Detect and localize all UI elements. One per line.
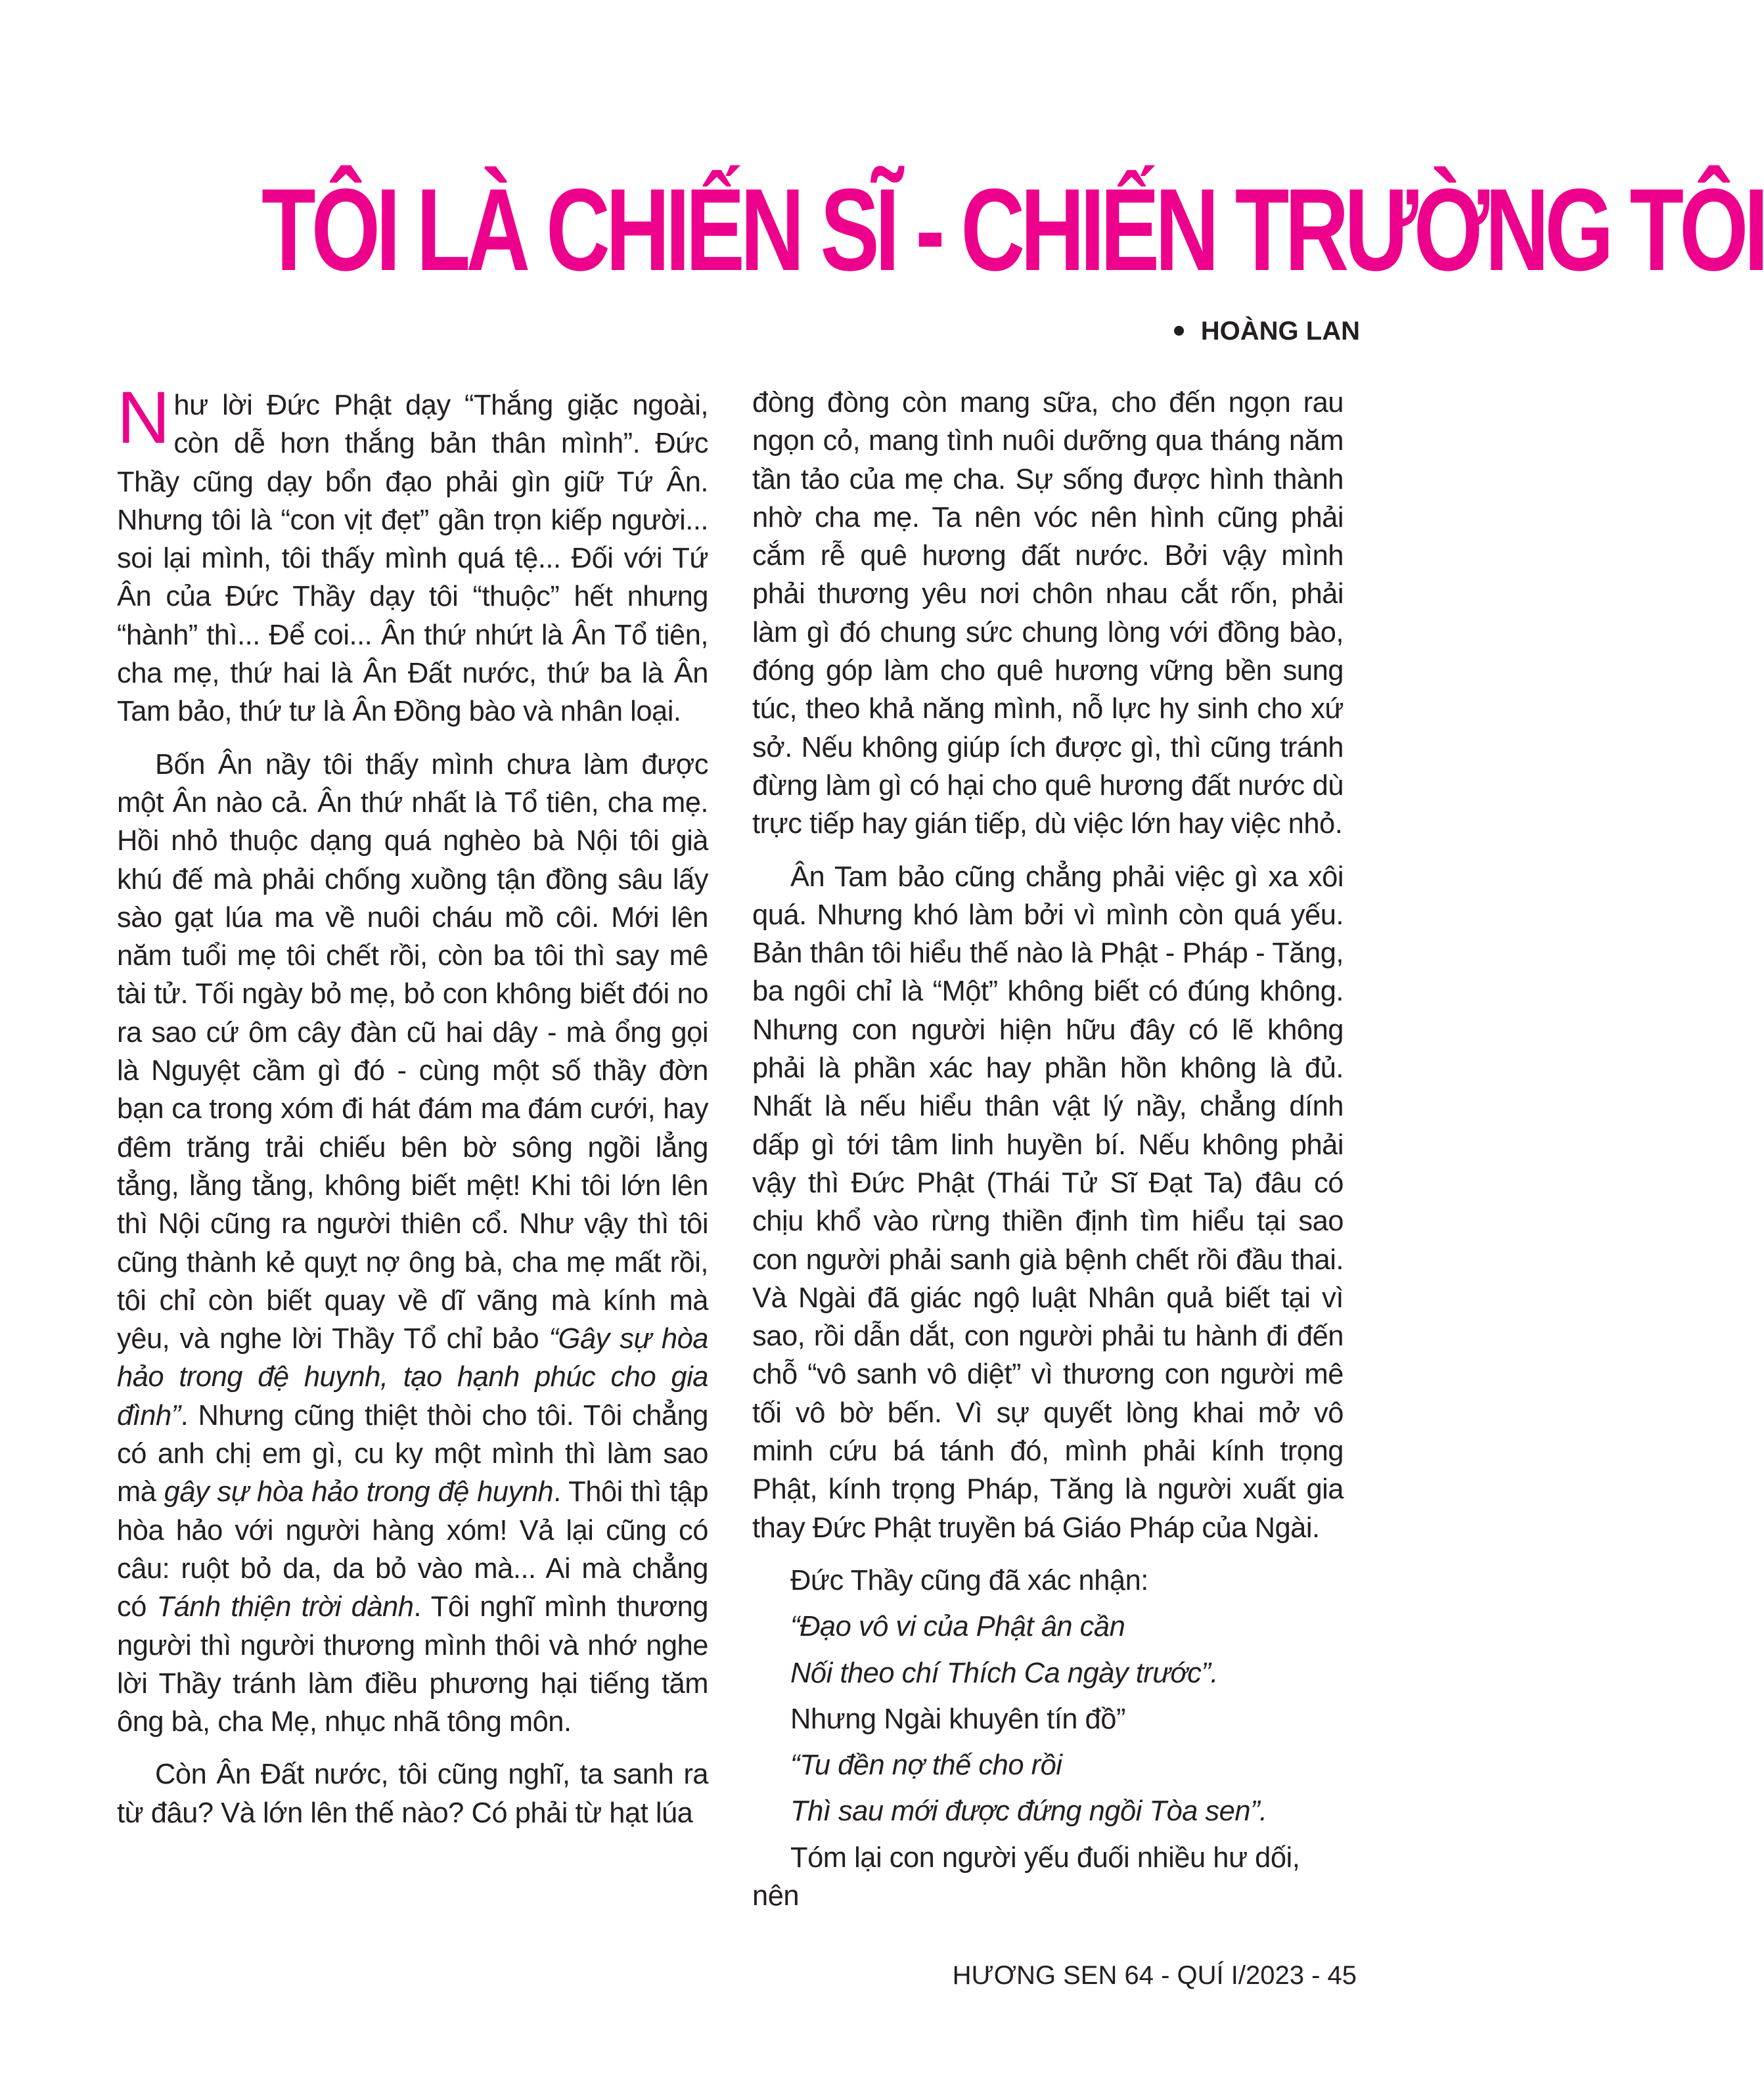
line-advice: Nhưng Ngài khuyên tín đồ” (790, 1703, 1125, 1735)
italic-quote: Tánh thiện trời dành (156, 1591, 414, 1623)
paragraph-text: . Tôi nghĩ mình thương người thì người thương mình thôi và nhớ nghe lời Thầy tránh làm điều phương hại tiếng tăm ông bà, cha Mẹ, nhục nhã tông môn. (117, 1591, 709, 1738)
verse-line-3: “Tu đền nợ thế cho rồi (790, 1749, 1062, 1782)
paragraph-four-graces (117, 746, 708, 1742)
left-column (117, 376, 709, 1847)
author-name: HOÀNG LAN (1200, 317, 1360, 346)
verse-line-1: “Đạo vô vi của Phật ân cần (790, 1611, 1125, 1643)
article-title: TÔI LÀ CHIẾN SĨ - CHIẾN TRƯỜNG TÔI (261, 164, 1764, 295)
paragraph-country: Còn Ân Đất nước, tôi cũng nghĩ, ta sanh ra từ đâu? Và lớn lên thế nào? Có phải từ hạt lúa (117, 1759, 708, 1829)
paragraph-intro (117, 376, 708, 731)
italic-quote: “Gây sự hòa hảo trong đệ huynh, tạo hạnh phúc cho gia đình” (117, 1323, 708, 1431)
verse-line-4: Thì sau mới được đứng ngồi Tòa sen”. (790, 1795, 1267, 1828)
byline (1174, 317, 1360, 346)
paragraph-continued: đòng đòng còn mang sữa, cho đến ngọn rau ngọn cỏ, mang tình nuôi dưỡng qua tháng năm tần tảo của mẹ cha. Sự sống được hình thành nhờ cha mẹ. Ta nên vóc nên hình cũng phải cắm rễ quê hương đất nước. Bởi vậy mình phải thương yêu nơi chôn nhau cắt rốn, phải làm gì đó chung sức chung lòng với đồng bào, đóng góp làm cho quê hương vững bền sung túc, theo khả năng mình, nỗ lực hy sinh cho xứ sở. Nếu không giúp ích được gì, thì cũng tránh đừng làm gì có hại cho quê hương đất nước dù trực tiếp hay gián tiếp, dù việc lớn hay việc nhỏ. (752, 387, 1344, 840)
paragraph-text: . Nhưng cũng thiệt thòi cho tôi. Tôi chẳng có anh chị em gì, cu ky một mình thì làm sao mà (117, 1399, 708, 1508)
line-last: Tóm lại con người yếu đuối nhiều hư dối, nên (752, 1841, 1300, 1912)
paragraph-three-jewels: Ân Tam bảo cũng chẳng phải việc gì xa xôi quá. Nhưng khó làm bởi vì mình còn quá yếu. Bản thân tôi hiểu thế nào là Phật - Pháp - Tăng, ba ngôi chỉ là “Một” không biết có đúng không. Nhưng con người hiện hữu đây có lẽ không phải là phần xác hay phần hồn không là đủ. Nhất là nếu hiểu thân vật lý nầy, chẳng dính dấp gì tới tâm linh huyền bí. Nếu không phải vậy thì Đức Phật (Thái Tử Sĩ Đạt Ta) đâu có chịu khổ vào rừng thiền định tìm hiểu tại sao con người phải sanh già bệnh chết rồi đầu thai. Và Ngài đã giác ngộ luật Nhân quả biết tại vì sao, rồi dẫn dắt, con người phải tu hành đi đến chỗ “vô sanh vô diệt” vì thương con người mê tối vô bờ bến. Vì sự quyết lòng khai mở vô minh cứu bá tánh đó, mình phải kính trọng Phật, kính trọng Pháp, Tăng là người xuất gia thay Đức Phật truyền bá Giáo Pháp của Ngài. (752, 861, 1344, 1544)
paragraph-intro-text: hư lời Đức Phật dạy “Thắng giặc ngoài, còn dễ hơn thắng bản thân mình”. Đức Thầy cũng dạy bổn đạo phải gìn giữ Tứ Ân. Nhưng tôi là “con vịt đẹt” gần trọn kiếp người... soi lại mình, tôi thấy mình quá tệ... Đối với Tứ Ân của Đức Thầy dạy tôi “thuộc” hết nhưng “hành” thì... Để coi... Ân thứ nhứt là Ân Tổ tiên, cha mẹ, thứ hai là Ân Đất nước, thứ ba là Ân Tam bảo, thứ tư là Ân Đồng bào và nhân loại. (117, 390, 708, 728)
drop-cap: N (117, 376, 170, 459)
paragraph-text: . Thôi thì tập hòa hảo với người hàng xóm! Vả lại cũng có câu: ruột bỏ da, da bỏ vào mà... Ai mà chẳng có (117, 1476, 709, 1623)
page-footer: HƯƠNG SEN 64 - QUÍ I/2023 - 45 (952, 1961, 1357, 1990)
italic-quote: gây sự hòa hảo trong đệ huynh (164, 1476, 554, 1508)
right-column (752, 384, 1344, 1915)
verse-line-2: Nối theo chí Thích Ca ngày trước”. (790, 1657, 1218, 1689)
bullet-dot-icon (1174, 326, 1184, 336)
line-confirm: Đức Thầy cũng đã xác nhận: (790, 1564, 1148, 1596)
paragraph-text: Bốn Ân nầy tôi thấy mình chưa làm được một Ân nào cả. Ân thứ nhất là Tổ tiên, cha mẹ. Hồi nhỏ thuộc dạng quá nghèo bà Nội tôi già khú đế mà phải chống xuồng tận đồng sâu lấy sào gạt lúa ma về nuôi cháu mồ côi. Mới lên năm tuổi mẹ tôi chết rồi, còn ba tôi thì say mê tài tử. Tối ngày bỏ mẹ, bỏ con không biết đói no ra sao cứ ôm cây đàn cũ hai dây - mà ổng gọi là Nguyệt cầm gì đó - cùng một số thầy đờn bạn ca trong xóm đi hát đám ma đám cưới, hay đêm trăng trải chiếu bên bờ sông ngồi lẳng tẳng, lằng tằng, không biết mệt! Khi tôi lớn lên thì Nội cũng ra người thiên cổ. Như vậy thì tôi cũng thành kẻ quỵt nợ ông bà, cha mẹ mất rồi, tôi chỉ còn biết quay về dĩ vãng mà kính mà yêu, và nghe lời Thầy Tổ chỉ bảo (117, 748, 708, 1355)
